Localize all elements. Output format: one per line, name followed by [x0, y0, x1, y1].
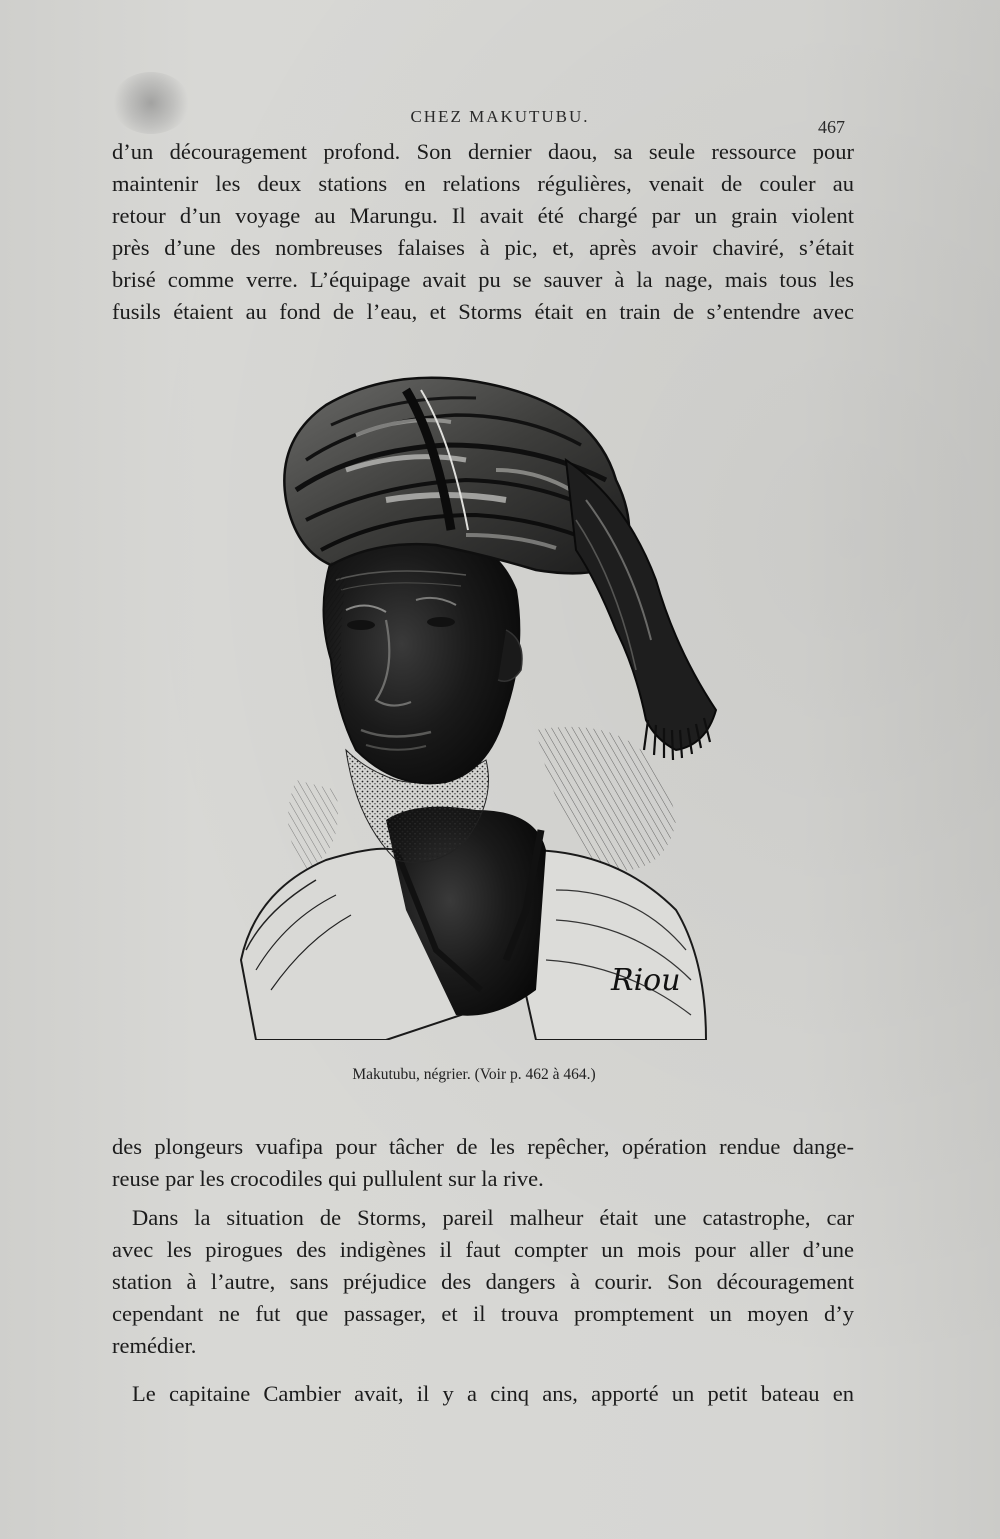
- page-number: 467: [818, 117, 845, 137]
- text-line: avec les pirogues des indigènes il faut compter un mois pour aller d’une: [112, 1237, 854, 1262]
- text-line: d’un découragement profond. Son dernier daou, sa seule ressource pour: [112, 139, 854, 164]
- paragraph: [112, 1202, 854, 1362]
- text-line: maintenir les deux stations en relations régulières, venait de couler au: [112, 171, 854, 196]
- text-line: remédier.: [112, 1333, 197, 1358]
- text-line: cependant ne fut que passager, et il trouva promptement un moyen d’y: [112, 1301, 854, 1326]
- artist-signature: Riou: [611, 963, 681, 998]
- paragraph: [112, 1131, 854, 1195]
- text-line: retour d’un voyage au Marungu. Il avait été chargé par un grain violent: [112, 203, 854, 228]
- text-line: Le capitaine Cambier avait, il y a cinq ans, apporté un petit bateau en: [132, 1381, 854, 1406]
- text-line: près d’une des nombreuses falaises à pic, et, après avoir chaviré, s’était: [112, 235, 854, 260]
- illustration-caption: Makutubu, négrier. (Voir p. 462 à 464.): [352, 1066, 596, 1083]
- bottom-text-block: [112, 1131, 854, 1410]
- text-line: fusils étaient au fond de l’eau, et Storms était en train de s’entendre avec: [112, 299, 854, 324]
- text-line: des plongeurs vuafipa pour tâcher de les repêcher, opération rendue dange-: [112, 1134, 854, 1159]
- text-line: station à l’autre, sans préjudice des dangers à courir. Son découragement: [112, 1269, 854, 1294]
- running-head: CHEZ MAKUTUBU.: [410, 107, 590, 126]
- top-text-block: [112, 136, 854, 328]
- portrait-engraving: [236, 350, 726, 1040]
- paragraph: [112, 1378, 854, 1410]
- text-line: reuse par les crocodiles qui pullulent sur la rive.: [112, 1166, 544, 1191]
- text-line: brisé comme verre. L’équipage avait pu se sauver à la nage, mais tous les: [112, 267, 854, 292]
- text-line: Dans la situation de Storms, pareil malheur était une catastrophe, car: [132, 1205, 854, 1230]
